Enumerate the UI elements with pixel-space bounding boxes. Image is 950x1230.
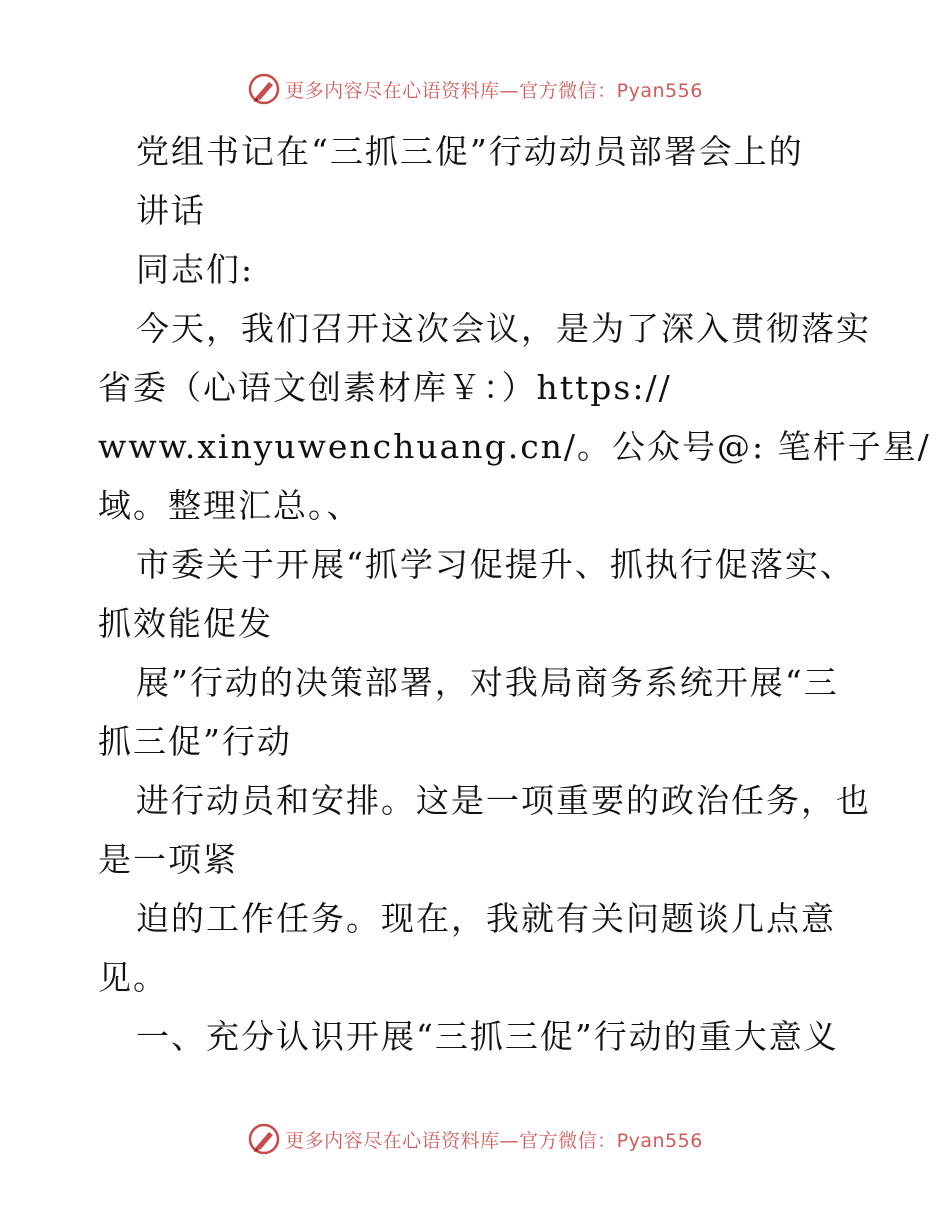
paragraph-line: 域。整理汇总。、 (98, 486, 362, 525)
doc-title-line-2: 讲话 (136, 191, 206, 230)
footer-banner-text: 更多内容尽在心语资料库—官方微信：Pyan556 (285, 1129, 703, 1152)
paragraph-line: 展”行动的决策部署，对我局商务系统开展“三 (136, 663, 839, 702)
paragraph-line: www.xinyuwenchuang.cn/。公众号@: 笔杆子星/ (98, 427, 931, 466)
doc-title-line-1: 党组书记在“三抓三促”行动动员部署会上的 (136, 132, 804, 171)
paragraph-line: 见。 (98, 958, 168, 997)
pen-logo-icon (247, 72, 281, 106)
section-heading: 一、充分认识开展“三抓三促”行动的重大意义 (136, 1017, 839, 1056)
document-body (98, 122, 931, 1066)
header-banner (0, 72, 950, 106)
paragraph-line: 省委（心语文创素材库￥：）https:// (98, 368, 672, 407)
footer-banner (0, 1122, 950, 1156)
pen-logo-icon (247, 1122, 281, 1156)
paragraph-line: 是一项紧 (98, 840, 238, 879)
paragraph-line: 抓三促”行动 (98, 722, 292, 761)
header-banner-text: 更多内容尽在心语资料库—官方微信：Pyan556 (285, 79, 703, 102)
paragraph-line: 迫的工作任务。现在，我就有关问题谈几点意 (136, 899, 836, 938)
paragraph-line: 市委关于开展“抓学习促提升、抓执行促落实、 (136, 545, 855, 584)
paragraph-line: 今天，我们召开这次会议，是为了深入贯彻落实 (136, 309, 871, 348)
salutation: 同志们: (136, 250, 255, 289)
paragraph-line: 抓效能促发 (98, 604, 273, 643)
paragraph-line: 进行动员和安排。这是一项重要的政治任务，也 (136, 781, 871, 820)
